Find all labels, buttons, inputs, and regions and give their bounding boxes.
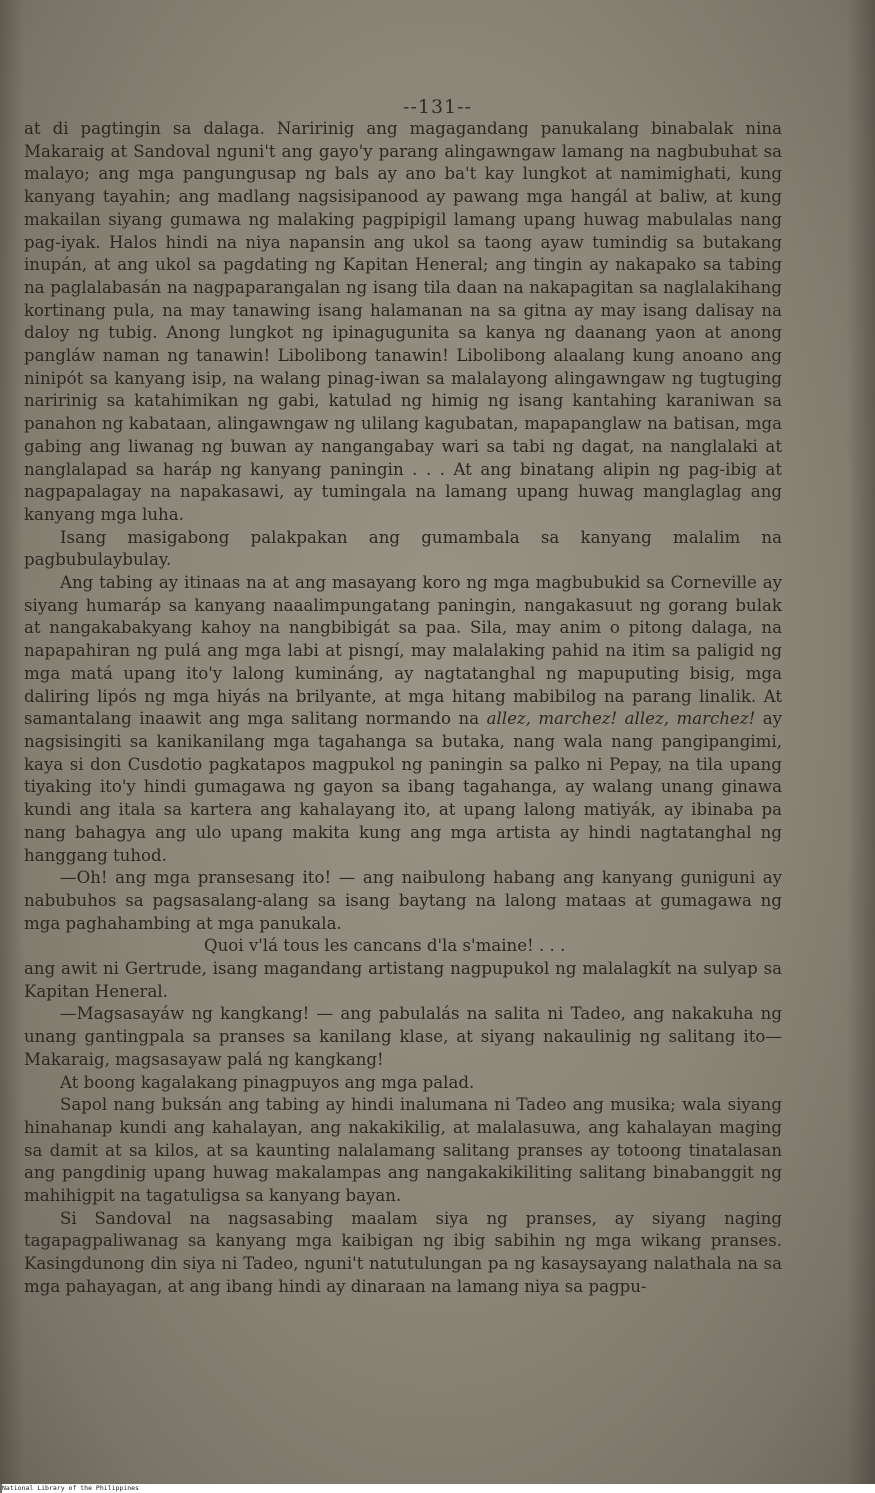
body-text — [24, 118, 782, 1299]
library-credit: National Library of the Philippines — [2, 1484, 875, 1493]
paragraph-3-end: ay nagsisingiti sa kanikanilang mga tagahanga sa butaka, nang wala nang pangipangimi, kaya si don Cusdotio pagkatapos magpukol ng paningin sa palko ni Pepay, na tila upang tiyaking ito'y hindi gumagawa ng gayon sa ibang tagahanga, ay walang unang ginawa kundi ang itala sa kartera ang kahalayang ito, at upang lalong matiyák, ay ibinaba pa nang bahagya ang ulo upang makita kung ang mga artista ay hindi nagtatanghal ng hanggang tuhod. — [24, 709, 782, 865]
page-shadow-right — [847, 0, 875, 1484]
paragraph-6: ang awit ni Gertrude, isang magandang artistang nagpupukol ng malalagkít na sulyap sa Kapitan Heneral. — [24, 959, 782, 1001]
paragraph-3-start: Ang tabing ay itinaas na at ang masayang koro ng mga magbubukid sa Corneville ay siyang humaráp sa kanyang naaalimpungatang paningin, nangakasuut ng gorang bulak at nangakabakyang kahoy na nangbibigát sa paa. Sila, may anim o pitong dalaga, na napapahiran ng pulá ang mga labi at pisngí, may malalaking pahid na itim sa paligid ng mga matá upang ito'y lalong kumináng, ay nagtatanghal ng mapuputing bisig, mga daliring lipós ng mga hiyás na brilyante, at mga hitang mabibilog na parang linalik. At samantalang inaawit ang mga salitang normando na — [24, 573, 782, 729]
paragraph-8: At boong kagalakang pinagpuyos ang mga palad. — [60, 1072, 475, 1092]
paragraph-10: Si Sandoval na nagsasabing maalam siya ng pranses, ay siyang naging tagapagpaliwanag sa kanyang mga kaibigan ng ibig sabihin ng mga wikang pranses. Kasingdunong din siya ni Tadeo, nguni't natutulungan pa ng kasaysayang nalathala na sa mga pahayagan, at ang ibang hindi ay dinaraan na lamang niya sa pagpu- — [24, 1208, 782, 1296]
paragraph-2: Isang masigabong palakpakan ang gumambala sa kanyang malalim na pagbubulaybulay. — [24, 527, 782, 570]
paragraph-3 — [24, 572, 782, 867]
paragraph-7: —Magsasayáw ng kangkang! — ang pabulalás na salita ni Tadeo, ang nakakuha ng unang gantingpala sa pranses sa kanilang klase, at siyang nakaulinig ng salitang ito— Makaraig, magsasayaw palá ng kangkang! — [24, 1004, 782, 1069]
paragraph-1: at di pagtingin sa dalaga. Naririnig ang magagandang panukalang binabalak nina Makaraig at Sandoval nguni't ang gayo'y parang alingawngaw lamang na nagbubuhat sa malayo; ang mga pangungusap ng bals ay ano ba't kay lungkot at namimighati, kung kanyang tayahin; ang madlang nagsisipanood ay pawang mga hangál at baliw, at kung makailan siyang gumawa ng malaking pagpipigil lamang upang huwag mabulalas nang pag-iyak. Halos hindi na niya napansin ang ukol sa taong ayaw tumindig sa butakang inupán, at ang ukol sa pagdating ng Kapitan Heneral; ang tingin ay nakapako sa tabing na paglalabasán na nagpaparangalan ng isang tila daan na nakapagitan sa naglalakihang kortinang pula, na may tanawing isang halamanan na sa gitna ay may isang dalisay na daloy ng tubig. Anong lungkot ng ipinagugunita sa kanya ng daanang yaon at anong pangláw naman ng tanawin! Libolibong tanawin! Libolibong alaalang kung anoano ang ninipót sa kanyang isip, na walang pinag-iwan sa malalayong alingawngaw ng tugtuging naririnig sa katahimikan ng gabi, katulad ng himig ng isang kantahing karaniwan sa panahon ng kabataan, alingawngaw ng ulilang kagubatan, mapapanglaw na batisan, mga gabing ang liwanag ng buwan ay nangangabay wari sa tabi ng dagat, na nanglalaki at nanglalapad sa haráp ng kanyang paningin . . . At ang binatang alipin ng pag-ibig at nagpapalagay na napakasawi, ay tumingala na lamang upang huwag manglaglag ang kanyang mga luha. — [24, 119, 782, 524]
paragraph-4: —Oh! ang mga pransesang ito! — ang naibulong habang ang kanyang guniguni ay nabubuhos sa pagsasalang-alang sa isang baytang na lalong mataas at gumagawa ng mga paghahambing at mga panukala. — [24, 868, 782, 933]
page-shadow-left — [0, 0, 24, 1484]
page-number: --131-- — [403, 96, 472, 118]
song-verse: Quoi v'lá tous les cancans d'la s'maine! . . . — [204, 936, 566, 956]
paragraph-9: Sapol nang buksán ang tabing ay hindi inalumana ni Tadeo ang musika; wala siyang hinahanap kundi ang kahalayan, ang nakakikilig, at malalasuwa, ang kahalayan maging sa damit at sa kilos, at sa kaunting nalalamang salitang pranses ay totoong tinatalasan ang pangdinig upang huwag makalampas ang nangakakikiliting salitang binabanggit ng mahihigpit na tagatuligsa sa kanyang bayan. — [24, 1095, 782, 1206]
paragraph-3-italic: allez, marchez! allez, marchez! — [486, 709, 756, 729]
